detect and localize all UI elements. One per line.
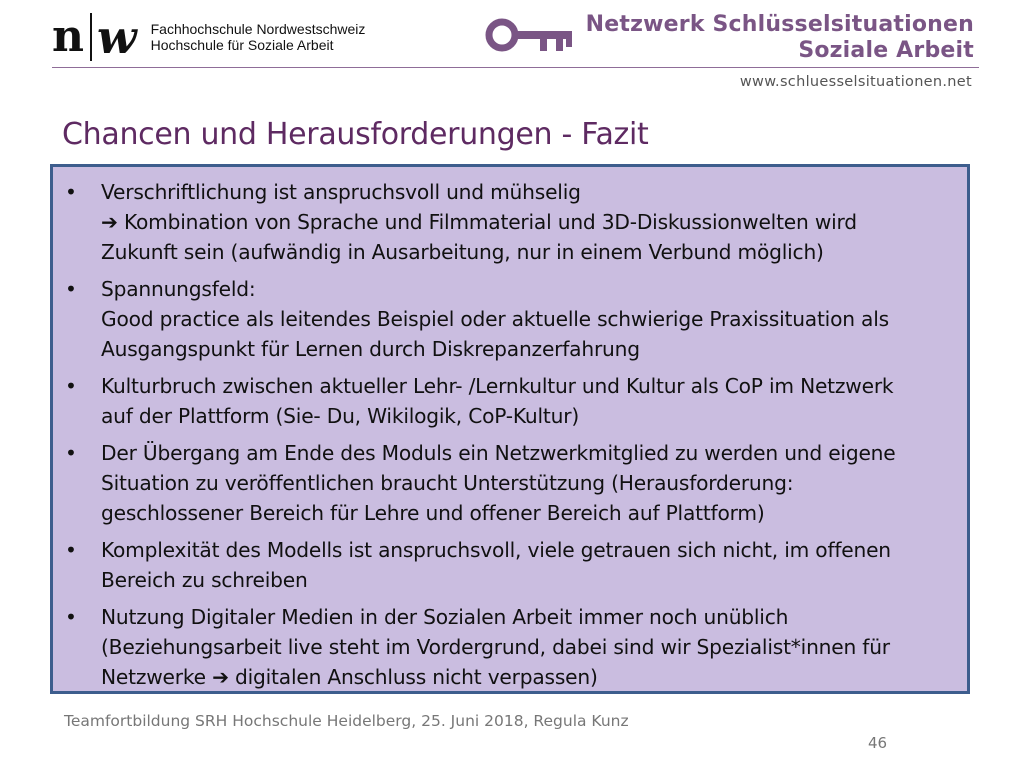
bullet-item-2 (63, 274, 943, 364)
footer-text: Teamfortbildung SRH Hochschule Heidelberg, 25. Juni 2018, Regula Kunz (64, 712, 629, 730)
bullet-dot: • (65, 374, 77, 398)
bullet-item-3 (63, 371, 943, 431)
bullet-line (101, 207, 943, 237)
bullet-dot: • (65, 605, 77, 629)
netzwerk-line1: Netzwerk Schlüsselsituationen (585, 12, 974, 37)
bullet-line: Bereich zu schreiben (101, 568, 308, 592)
bullet-line: Ausgangspunkt für Lernen durch Diskrepanzerfahrung (101, 337, 640, 361)
bullet-item-6 (63, 602, 943, 692)
fhnw-logo-n: n (52, 11, 84, 62)
page-number: 46 (868, 734, 888, 752)
bullet-line: Nutzung Digitaler Medien in der Sozialen Arbeit immer noch unüblich (101, 605, 789, 629)
header-divider (52, 67, 979, 68)
bullet-line: auf der Plattform (Sie- Du, Wikilogik, CoP-Kultur) (101, 404, 580, 428)
netzwerk-name (586, 12, 974, 64)
bullet-line: Good practice als leitendes Beispiel oder aktuelle schwierige Praxissituation als (101, 307, 889, 331)
bullet-line-text: Kombination von Sprache und Filmmaterial und 3D-Diskussionwelten wird (123, 210, 857, 234)
arrow-icon: ➔ (212, 665, 229, 689)
bullet-line-text: Netzwerke (101, 665, 206, 689)
bullet-line: geschlossener Bereich für Lehre und offener Bereich auf Plattform) (101, 501, 765, 525)
arrow-icon: ➔ (101, 210, 118, 234)
netzwerk-url: www.schluesselsituationen.net (739, 74, 972, 90)
bullet-item-4 (63, 438, 943, 528)
bullet-dot: • (65, 277, 77, 301)
fhnw-line1: Fachhochschule Nordwestschweiz (150, 21, 366, 37)
bullet-line: Der Übergang am Ende des Moduls ein Netzwerkmitglied zu werden und eigene (101, 441, 896, 465)
key-icon (484, 15, 576, 55)
bullet-list (63, 177, 943, 692)
bullet-line: Komplexität des Modells ist anspruchsvoll, viele getrauen sich nicht, im offenen (101, 538, 891, 562)
bullet-dot: • (65, 180, 77, 204)
netzwerk-line2: Soziale Arbeit (798, 38, 974, 63)
bullet-dot: • (65, 441, 77, 465)
slide-title: Chancen und Herausforderungen - Fazit (62, 117, 649, 152)
bullet-line: Verschriftlichung ist anspruchsvoll und mühselig (101, 180, 581, 204)
bullet-line-text: digitalen Anschluss nicht verpassen) (235, 665, 598, 689)
bullet-dot: • (65, 538, 77, 562)
bullet-line: Zukunft sein (aufwändig in Ausarbeitung, nur in einem Verbund möglich) (101, 240, 824, 264)
bullet-line (101, 662, 943, 692)
bullet-item-1 (63, 177, 943, 267)
bullet-line: Kulturbruch zwischen aktueller Lehr- /Lernkultur und Kultur als CoP im Netzwerk (101, 374, 894, 398)
fhnw-institution-name (151, 21, 366, 53)
fhnw-logo-mark (52, 12, 137, 62)
bullet-line: Situation zu veröffentlichen braucht Unterstützung (Herausforderung: (101, 471, 794, 495)
netzwerk-logo (484, 12, 974, 64)
bullet-line: (Beziehungsarbeit live steht im Vordergrund, dabei sind wir Spezialist*innen für (101, 635, 890, 659)
fhnw-logo-w: w (97, 10, 137, 64)
content-box (50, 164, 970, 694)
fhnw-logo-separator (90, 13, 92, 61)
bullet-item-5 (63, 535, 943, 595)
fhnw-logo (52, 12, 365, 62)
bullet-line: Spannungsfeld: (101, 277, 256, 301)
fhnw-line2: Hochschule für Soziale Arbeit (150, 37, 334, 53)
